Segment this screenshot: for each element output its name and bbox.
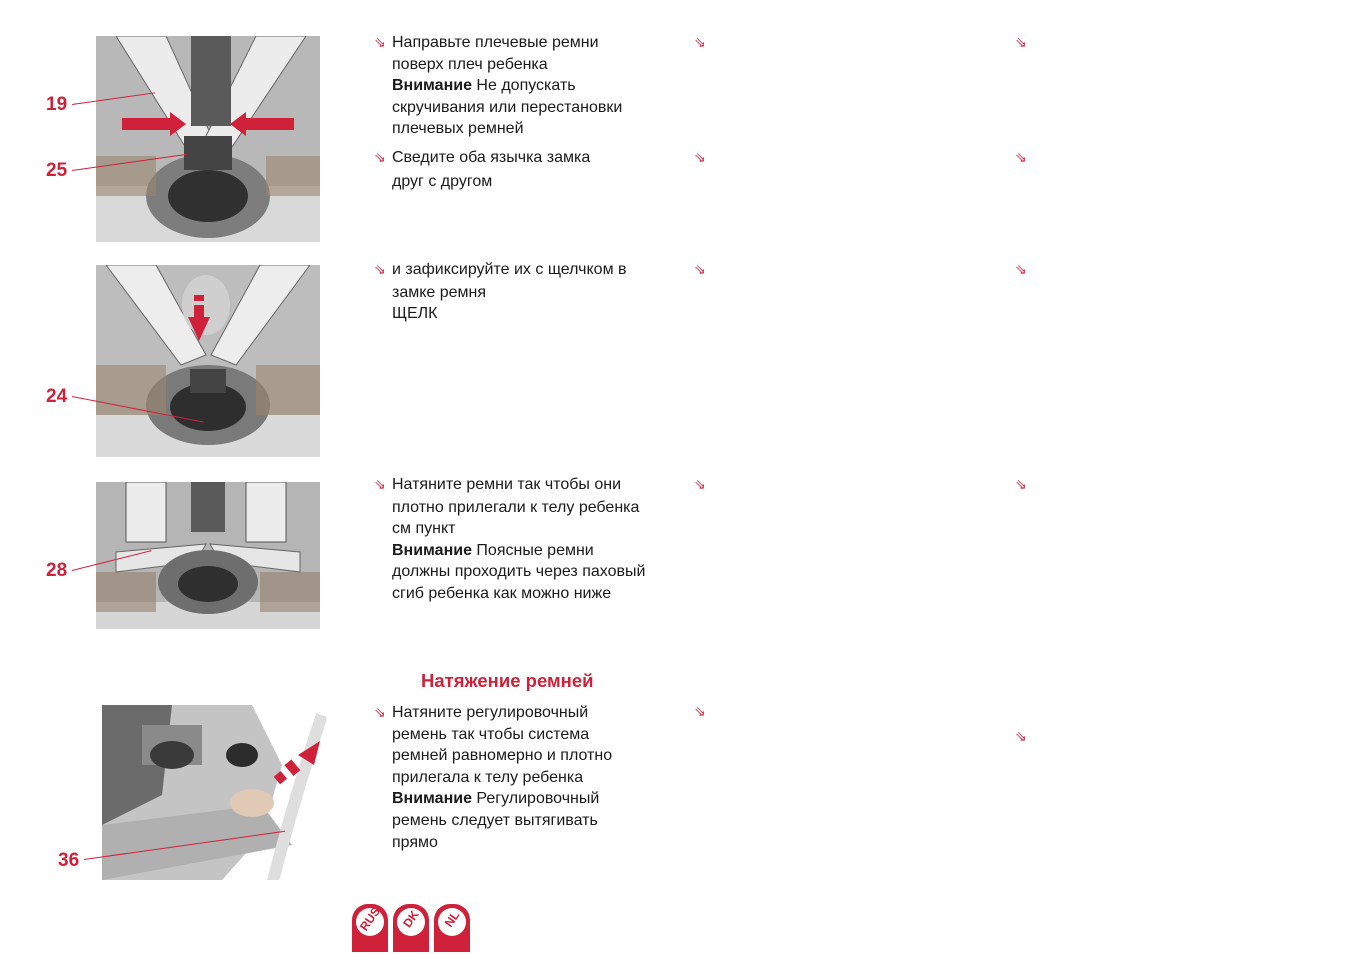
arrow-bullet-icon: ⇘	[694, 149, 706, 165]
instruction-line: плечевых ремней	[392, 120, 524, 138]
instruction-line: плотно прилегали к телу ребенка	[392, 498, 640, 516]
photo-adjuster-strap	[102, 705, 326, 880]
instruction-line: ⇘ Натяните ремни так чтобы они	[374, 476, 622, 493]
arrow-bullet-icon: ⇘	[374, 476, 386, 492]
arrow-bullet-icon: ⇘	[1015, 728, 1027, 744]
language-tab-dk[interactable]	[393, 904, 429, 952]
instruction-line: прямо	[392, 833, 438, 851]
instruction-line: друг с другом	[392, 172, 493, 190]
instruction-line: ⇘ Сведите оба язычка замка	[374, 149, 591, 166]
language-tab-label: DK	[400, 907, 422, 931]
arrow-bullet-icon: ⇘	[374, 149, 386, 165]
instruction-line: сгиб ребенка как можно ниже	[392, 584, 612, 602]
instruction-line: ⇘ Направьте плечевые ремни	[374, 34, 599, 51]
photo-buckle-click	[96, 265, 320, 457]
instruction-line: ремень следует вытягивать	[392, 811, 598, 829]
language-tab-nl[interactable]	[434, 904, 470, 952]
language-tab-label: NL	[441, 908, 463, 930]
instruction-click-buckle	[374, 259, 674, 325]
instruction-line: скручивания или перестановки	[392, 98, 623, 116]
instruction-line: ЩЕЛК	[392, 305, 438, 323]
instruction-line: Внимание Поясные ремни	[392, 541, 594, 559]
instruction-line: поверх плеч ребенка	[392, 55, 548, 73]
arrow-bullet-icon: ⇘	[694, 34, 706, 50]
photo-buckle-click-illustration	[96, 265, 320, 457]
instruction-line: замке ремня	[392, 283, 487, 301]
instruction-tighten-straps	[374, 474, 674, 605]
instruction-line: ⇘ и зафиксируйте их с щелчком в	[374, 261, 627, 278]
instruction-line: ремень так чтобы система	[392, 725, 590, 743]
instruction-line: ⇘ Натяните регулировочный	[374, 704, 589, 721]
arrow-bullet-icon: ⇘	[374, 34, 386, 50]
arrow-bullet-icon: ⇘	[694, 261, 706, 277]
section-title: Натяжение ремней	[421, 670, 594, 691]
arrow-bullet-icon: ⇘	[1015, 149, 1027, 165]
arrow-bullet-icon: ⇘	[374, 704, 386, 720]
callout-28: 28	[46, 560, 68, 581]
instruction-line: прилегала к телу ребенка	[392, 768, 584, 786]
callout-36: 36	[58, 850, 80, 871]
language-tab-label: RUS	[356, 904, 384, 934]
arrow-bullet-icon: ⇘	[374, 261, 386, 277]
arrow-bullet-icon: ⇘	[1015, 261, 1027, 277]
photo-shoulder-straps-illustration	[96, 36, 320, 242]
photo-shoulder-straps	[96, 36, 320, 242]
arrow-bullet-icon: ⇘	[1015, 476, 1027, 492]
arrow-bullet-icon: ⇘	[694, 703, 706, 719]
callout-25: 25	[46, 160, 68, 181]
callout-24: 24	[46, 386, 68, 407]
language-tab-rus[interactable]	[352, 904, 388, 952]
arrow-bullet-icon: ⇘	[1015, 34, 1027, 50]
instruction-shoulder-straps	[374, 32, 674, 140]
instruction-adjuster-strap	[374, 702, 674, 853]
instruction-line: Внимание Регулировочный	[392, 790, 600, 808]
photo-adjuster-strap-illustration	[102, 705, 326, 880]
instruction-line: ремней равномерно и плотно	[392, 747, 613, 765]
instruction-line: Внимание Не допускать	[392, 77, 576, 95]
callout-19: 19	[46, 94, 68, 115]
instruction-line: см пункт	[392, 520, 456, 538]
instruction-join-tongues	[374, 147, 674, 192]
instruction-line: должны проходить через паховый	[392, 563, 646, 581]
arrow-bullet-icon: ⇘	[694, 476, 706, 492]
